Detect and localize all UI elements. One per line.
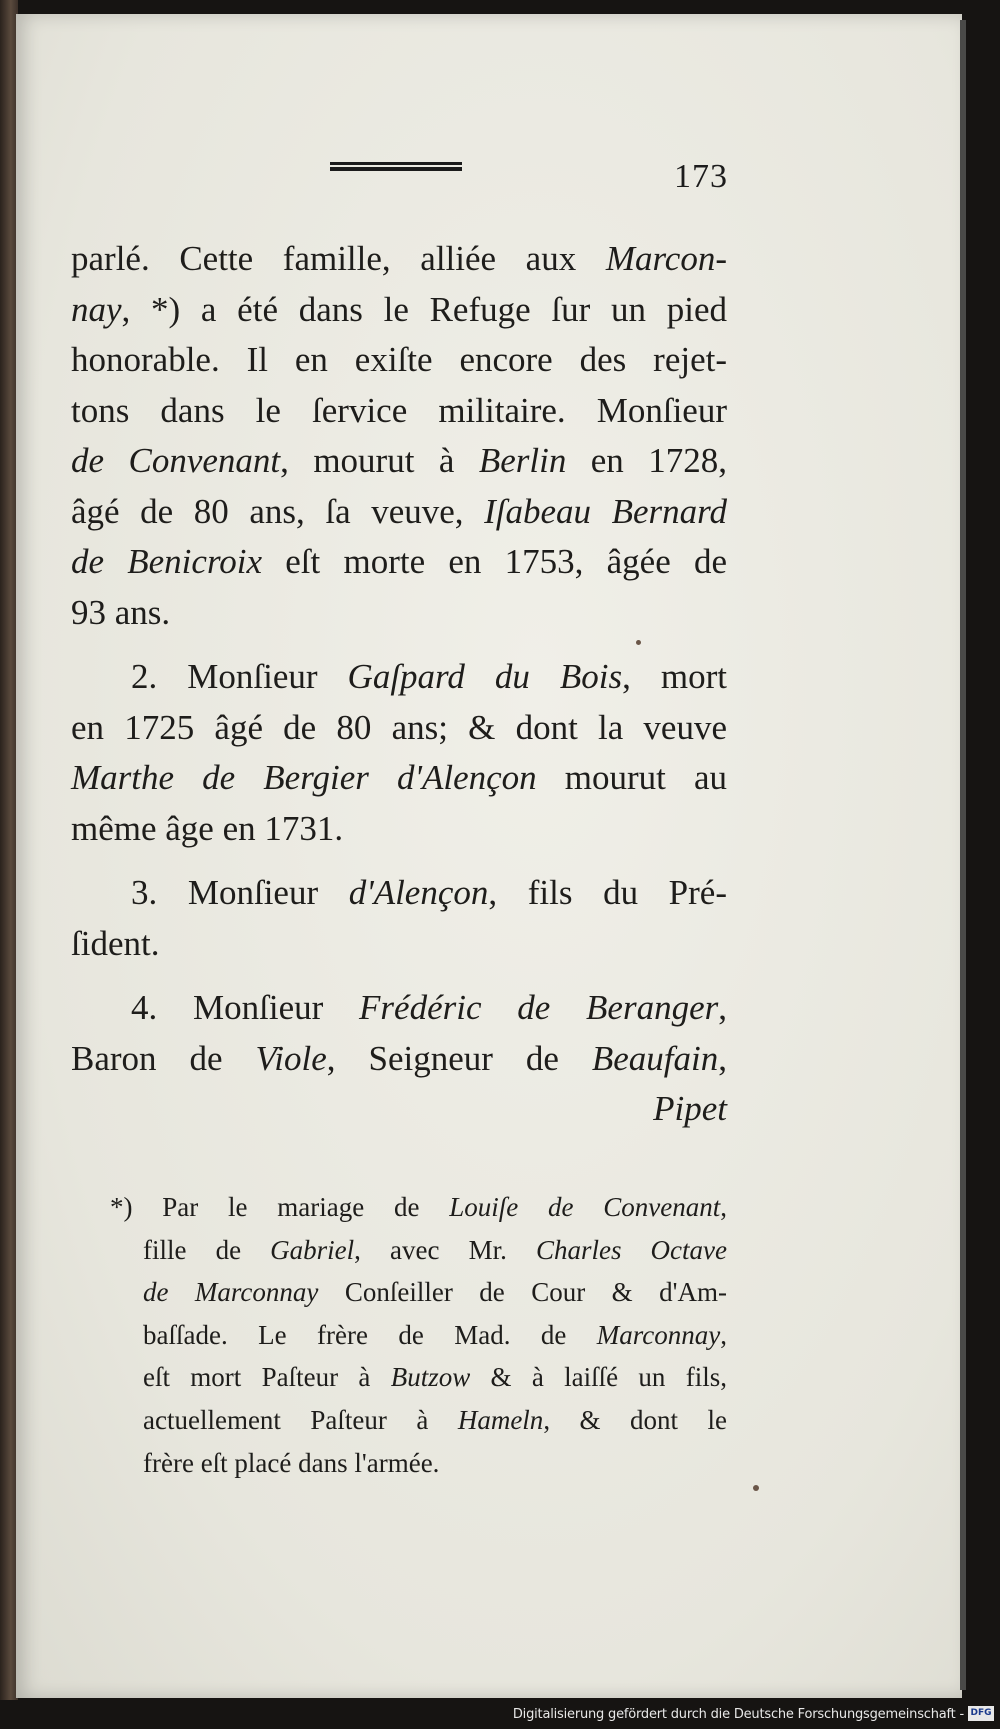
page-number: 173 [674,158,728,195]
text-line [71,753,727,804]
text-run: , [718,988,727,1027]
text-line [71,1034,727,1085]
text-line [71,919,727,970]
italic-run: Beaufain [591,1038,719,1078]
paper-speck [753,1485,759,1491]
italic-run: Viole [255,1038,327,1078]
italic-run: nay [71,289,122,329]
italic-run: d'Alençon [348,873,489,912]
italic-run: Berlin [478,441,567,480]
text-run: honorable. Il en exiſte encore des rejet- [71,340,727,379]
text-run: eſt morte en 1753, âgée de [262,542,727,581]
text-line [71,868,727,919]
text-line [71,436,727,487]
text-run: actuellement Paſteur à [143,1404,458,1435]
catchword [71,1084,727,1135]
text-run: même âge en 1731. [71,808,344,848]
catchword-text: Pipet [653,1089,727,1128]
text-run: , mort [622,657,727,696]
text-line [110,1271,727,1314]
page-edge [960,20,966,1690]
italic-run: Marconnay [596,1319,721,1350]
text-line [71,386,727,437]
text-run: 93 ans. [71,592,171,632]
text-line [71,487,727,538]
text-run: , [718,1038,728,1078]
text-run: parlé. Cette famille, alliée aux [71,239,606,278]
text-run: en 1728, [566,441,727,480]
dfg-logo: DFG [968,1706,994,1721]
italic-run: de Marconnay [143,1277,319,1308]
text-line [71,285,727,336]
italic-run: Frédéric de Beranger [359,988,719,1027]
text-run: Conſeiller de Cour & d'Am- [318,1277,727,1308]
text-run: Baron de [71,1038,256,1078]
paragraph-gap [71,854,727,868]
paragraph-gap [71,638,727,652]
italic-run: Butzow [390,1362,471,1393]
text-line [71,335,727,386]
text-run: & à laiſſé un fils, [470,1362,727,1393]
italic-run: de Benicroix [71,542,263,581]
italic-run: Marthe de Bergier d'Alençon [71,758,537,797]
italic-run: de Convenant [71,441,281,480]
header-ornament-rule [330,162,462,171]
ornament-line-bottom [330,167,462,171]
text-run: , Seigneur de [326,1038,592,1078]
text-line [110,1399,727,1442]
text-line [110,1314,727,1357]
italic-run: Charles Octave [535,1234,727,1265]
text-run: frère eſt placé dans l'armée. [143,1447,440,1478]
text-line [71,652,727,703]
text-line [110,1229,727,1272]
paragraph-2 [71,652,727,854]
text-run: , *) a été dans le Refuge ſur un pied [121,289,727,329]
text-run: fille de [143,1234,271,1265]
italic-run: Hameln [457,1404,544,1435]
italic-run: Gabriel [270,1234,355,1265]
text-run: , avec Mr. [354,1234,536,1265]
text-line [71,983,727,1034]
digitization-credit: Digitalisierung gefördert durch die Deutsche Forschungsgemeinschaft - [512,1707,964,1722]
text-line [110,1186,727,1229]
text-run: *) Par le mariage de [110,1192,450,1222]
paragraph-3 [71,868,727,969]
paragraph-gap [71,969,727,983]
text-line [71,703,727,754]
text-line [71,537,727,588]
text-line [110,1356,727,1399]
italic-run: Gaſpard du Bois [347,657,623,696]
text-run: , mourut à [280,441,479,480]
text-run: 4. Monſieur [131,988,360,1027]
text-line [110,1442,727,1485]
body-text [71,234,727,1135]
text-run: eſt mort Paſteur à [143,1362,391,1393]
text-run: âgé de 80 ans, ſa veuve, [71,491,485,531]
paper-speck [636,640,641,645]
text-line [71,804,727,855]
ornament-line-top [330,162,462,165]
text-run: 2. Monſieur [131,657,348,696]
italic-run: Marcon- [605,239,727,278]
text-run: , fils du Pré- [488,873,727,912]
text-run: en 1725 âgé de 80 ans; & dont la veuve [71,707,727,747]
italic-run: Louiſe de Convenant [449,1192,721,1222]
paragraph-1 [71,234,727,638]
footnote [110,1186,727,1484]
text-run: ſident. [71,923,160,963]
text-run: baſſade. Le frère de Mad. de [143,1319,597,1350]
text-run: , [720,1319,727,1350]
text-run: 3. Monſieur [131,873,349,912]
text-run: tons dans le ſervice militaire. Monſieur [71,390,727,430]
text-line [71,588,727,639]
text-line [71,234,727,285]
text-run: mourut au [536,758,728,797]
text-run: , [720,1192,728,1222]
text-run: , & dont le [543,1404,727,1435]
italic-run: Iſabeau Bernard [484,491,727,531]
paragraph-4 [71,983,727,1084]
